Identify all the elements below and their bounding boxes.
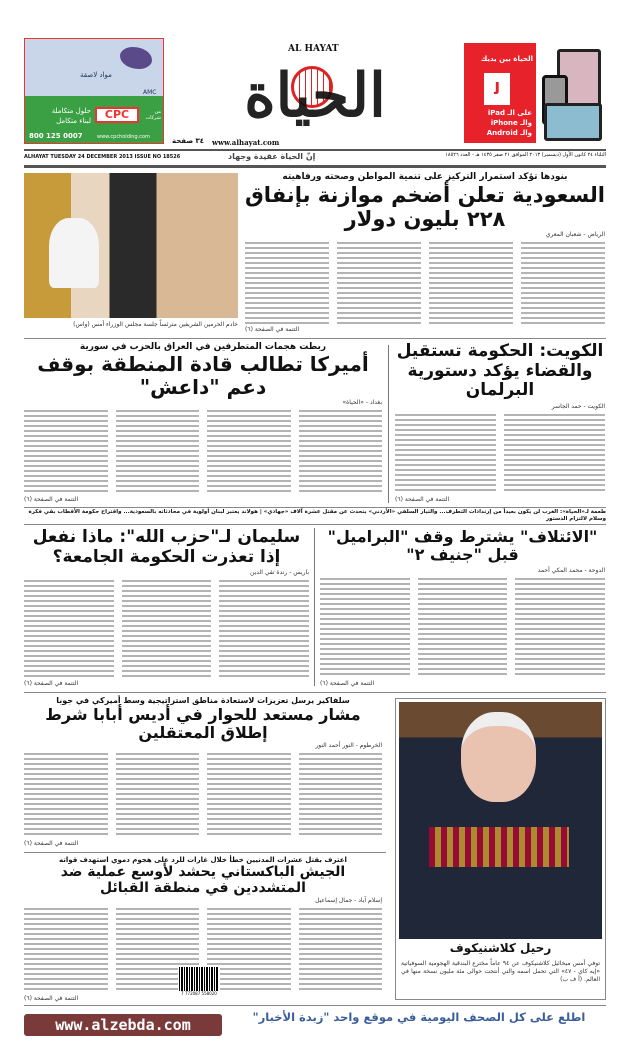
ad-right-panel — [464, 43, 536, 143]
saudi-kicker: بنودها تؤكد استمرار التركيز على تنمية المواطن وصحته ورفاهيته — [282, 172, 568, 182]
footer-text[interactable]: اطلع على كل الصحف اليومية في موقع واحد "زبدة الأخبار" — [252, 1010, 586, 1024]
saudi-continued[interactable]: التتمة في الصفحة (٦) — [245, 326, 300, 333]
motto: إنّ الحياة عقيدة وجهاد — [228, 152, 316, 161]
pakistan-kicker: اعترف بقتل عشرات المدنيين خطأ خلال غارات للرد على هجوم دموي استهدف قواته — [59, 856, 347, 864]
syria-headline: "الائتلاف" يشترط وقف "البراميل" قبل "جنيف ٢" — [327, 527, 598, 565]
ad-right-line1: على الـ iPad — [487, 109, 532, 117]
america-kicker: ربطت هجمات المتطرفين في العراق بالحرب في سورية — [79, 342, 327, 352]
saudi-story — [245, 172, 605, 334]
tablet-landscape-image — [544, 103, 602, 141]
ad-right-line3: والـ Android — [486, 129, 532, 137]
syria-continued[interactable]: التتمة في الصفحة (٦) — [320, 680, 375, 687]
kuwait-continued[interactable]: التتمة في الصفحة (٦) — [395, 496, 450, 503]
sudan-body — [24, 753, 382, 838]
kuwait-body — [395, 414, 605, 494]
lebanon-byline: باريس - رندة تقي الدين — [250, 569, 309, 577]
kuwait-byline: الكويت - حمد الجاسر — [551, 402, 605, 410]
saudi-byline: الرياض - شعبان المعري — [545, 231, 605, 239]
page-count: ٣٤ صفحة — [172, 137, 205, 145]
america-byline: بغداد - «الحياة» — [342, 398, 382, 406]
pakistan-byline: إسلام آباد - جمال إسماعيل — [315, 896, 382, 904]
amc-logo — [120, 47, 152, 69]
saudi-body — [245, 242, 605, 324]
website-link[interactable]: www.alhayat.com — [212, 138, 280, 147]
barcode — [178, 966, 220, 998]
saudi-photo-caption: خادم الحرمين الشريفين مترئساً جلسة مجلس الوزراء أمس (واس) — [73, 321, 238, 328]
kuwait-headline-1: الكويت: الحكومة تستقيل — [396, 341, 604, 361]
ad-amc: AMC — [143, 89, 157, 96]
lebanon-body — [24, 580, 309, 678]
kalashnikov-caption: توفي أمس ميخائيل كلاشنيكوف عن ٩٤ عاماً مخترع البندقية الهجومية السوفياتية «إيه كاي - ٤٧» التي تحمل اسمه والتي أنتجت حوالى مئة مليون نسخة منها في العالم. (أ ف ب) — [401, 960, 601, 983]
lebanon-headline-1: سليمان لـ"حزب الله": ماذا نفعل — [32, 527, 301, 547]
syria-byline: الدوحة - محمد المكي أحمد — [537, 566, 605, 574]
saudi-photo — [24, 173, 238, 318]
dateline-ar: الثلثاء ٢٤ كانون الأول (ديسمبر) ٢٠١٣ الموافق ٢١ صفر ١٤٣٥ هـ - العدد ١٨٥٢٦ — [445, 152, 606, 158]
ad-right[interactable] — [464, 43, 604, 143]
america-continued[interactable]: التتمة في الصفحة (٦) — [24, 496, 79, 503]
hayat-icon: ﻟ — [484, 73, 510, 105]
america-body — [24, 410, 382, 494]
sudan-kicker: سلفاكير يرسل تعزيزات لاستعادة مناطق استراتيجية وسط أميركي في جوبا — [56, 696, 350, 705]
kuwait-headline-2: والقضاء يؤكد دستورية البرلمان — [407, 360, 593, 401]
sudan-byline: الخرطوم - النور أحمد النور — [315, 742, 382, 750]
sudan-headline: مشار مستعد للحوار في أديس أبابا شرط إطلاق المعتقلين — [45, 704, 361, 742]
sudan-story — [24, 696, 382, 848]
america-story — [24, 342, 382, 504]
ad-left[interactable] — [24, 38, 164, 144]
ad-url: www.cpcholding.com — [97, 134, 150, 140]
pakistan-headline: الجيش الباكستاني يحشد لأوسع عملية ضد المتشددين في منطقة القبائل — [60, 864, 346, 897]
lebanon-continued[interactable]: التتمة في الصفحة (٦) — [24, 680, 79, 687]
america-headline: أميركا تطالب قادة المنطقة بوقف دعم "داعش" — [37, 351, 369, 399]
pakistan-continued[interactable]: التتمة في الصفحة (٦) — [24, 995, 79, 1002]
dateline-en: ALHAYAT TUESDAY 24 DECEMBER 2013 ISSUE NO 18526 — [24, 154, 181, 160]
kalashnikov-photo — [399, 702, 602, 939]
kalashnikov-headline: رحيل كلاشنيكوف — [449, 941, 552, 955]
syria-story — [320, 528, 605, 688]
ad-right-title: الحياة بين يديك — [480, 55, 533, 63]
lebanon-headline-2: إذا تعذرت الحكومة الجامعة؟ — [52, 546, 281, 567]
ad-tagline2: لبناء متكامل — [56, 117, 91, 125]
barcode-number: 7 772087 558020 — [181, 991, 217, 996]
ad-brand1: مواد لاصقة — [80, 71, 112, 79]
ad-phone: 800 125 0007 — [29, 132, 83, 140]
ad-right-line2: والـ iPhone — [490, 119, 532, 127]
ad-prefix: من شركات — [145, 109, 161, 121]
ad-tagline1: حلول متكاملة — [51, 107, 91, 115]
kuwait-story — [395, 342, 605, 504]
saudi-headline: السعودية تعلن أضخم موازنة بإنفاق ٢٢٨ بليون دولار — [245, 182, 605, 231]
cpc-logo: CPC — [95, 107, 139, 123]
logo-arabic: الحياة — [244, 61, 386, 131]
lebanon-story — [24, 528, 309, 688]
footer-url[interactable]: www.alzebda.com — [24, 1014, 222, 1036]
teaser-strip[interactable]: طعمة لـ«الحياة»: الغرب لن يكون بعيداً من إرتدادات التطرف... والتيار السلفي «الأردني» يتحدث عن مقتل عشرة آلاف «جهادي» | هولاند يعتبر لبنان أولوية في محادثاته بالسعودية... واقتراح حكومة الأقطاب بقي فكرة وسلام لالتزام الدستور — [28, 509, 606, 522]
logo-latin: AL HAYAT — [288, 44, 339, 54]
sudan-continued[interactable]: التتمة في الصفحة (٦) — [24, 840, 79, 847]
syria-body — [320, 578, 605, 678]
